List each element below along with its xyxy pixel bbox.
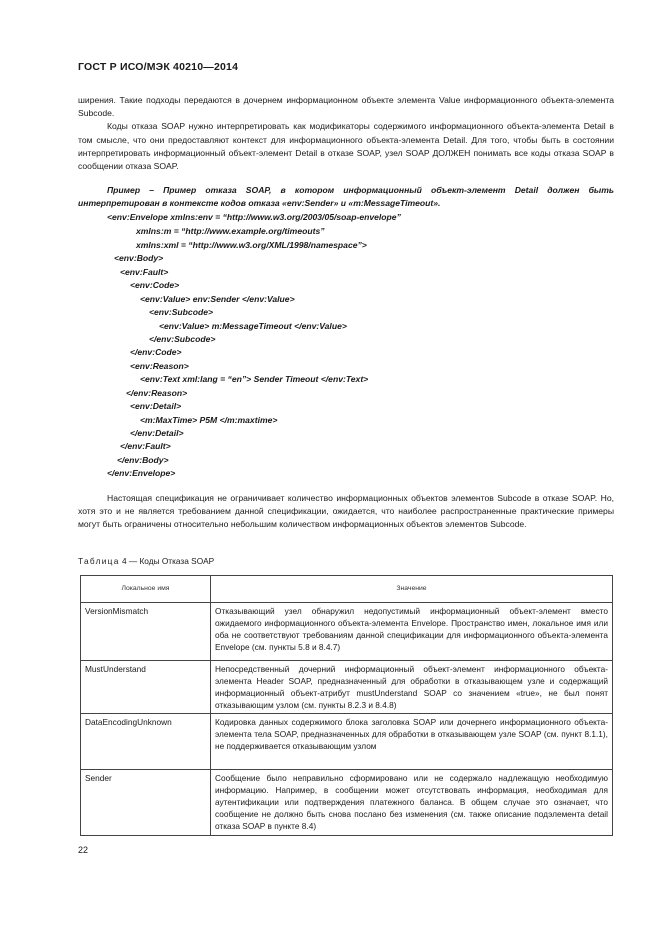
table-caption-label: Таблица <box>78 556 120 566</box>
table-row <box>81 770 613 836</box>
code-line: xmlns:m = “http://www.example.org/timeouts” <box>136 226 325 236</box>
table-row <box>81 603 613 661</box>
paragraph-subcode: Настоящая спецификация не ограничивает количество информационных объектов элементов Subcode в отказе SOAP. Но, хотя это и не является требованием данной спецификации, ожидается, что наиболее распространенные практические примеры могут быть ограничены относительно небольшим количеством информационных объектов элементов Subcode. <box>78 493 614 530</box>
cell-local-name: MustUnderstand <box>81 661 211 714</box>
table-row <box>81 714 613 770</box>
cell-meaning: Непосредственный дочерний информационный объект-элемент информационного объекта-элемента Header SOAP, предназначенный для обработки в отказывающем узле и содержащий информационный объект-атрибут mustUnderstand SOAP со значением «true», не был понят отказывающим узлом (см. пункты 8.2.3 и 8.4.8) <box>211 661 613 714</box>
code-line: <env:Detail> <box>130 401 182 411</box>
code-line: </env:Fault> <box>120 441 171 451</box>
example-intro: Пример – Пример отказа SOAP, в котором информационный объект-элемент Detail должен быть интерпретирован в контексте кодов отказа «env:Sender» и «m:MessageTimeout». <box>78 185 614 209</box>
code-line: <env:Reason> <box>130 361 189 371</box>
bottom-text-block <box>78 492 614 532</box>
table-row <box>81 661 613 714</box>
code-line: xmlns:xml = “http://www.w3.org/XML/1998/namespace”> <box>136 240 367 250</box>
code-line: </env:Subcode> <box>149 334 216 344</box>
cell-local-name: Sender <box>81 770 211 836</box>
cell-meaning: Кодировка данных содержимого блока заголовка SOAP или дочернего информационного объекта-элемента тела SOAP, предназначенных для обработки в отказывающем узле SOAP (см. пункт 8.1.1), не поддерживается отказывающим узлом <box>211 714 613 770</box>
code-line: <env:Value> env:Sender </env:Value> <box>140 294 295 304</box>
table-header-row <box>81 576 613 603</box>
code-line: </env:Reason> <box>126 388 188 398</box>
cell-local-name: VersionMismatch <box>81 603 211 661</box>
paragraph-fault-codes: Коды отказа SOAP нужно интерпретировать как модификаторы содержимого информационного объекта-элемента Detail в том смысле, что они предоставляют контекст для информационного объекта-элемента Detail. Для того, чтобы быть в состоянии интерпретировать информационный объект-элемент Detail в отказе SOAP, узел SOAP ДОЛЖЕН понимать все коды отказа SOAP в сообщении отказа SOAP. <box>78 121 614 172</box>
code-line: </env:Envelope> <box>107 468 176 478</box>
table-caption <box>78 556 214 566</box>
code-line: <env:Value> m:MessageTimeout </env:Value> <box>159 321 347 331</box>
cell-meaning: Отказывающий узел обнаружил недопустимый информационный объект-элемент вместо ожидаемого информационного объекта-элемента Envelope. Пространство имен, локальное имя или оба не соответствуют требованиям данной спецификации для информационного объекта-элемента Envelope (см. пункты 5.8 и 8.4.7) <box>211 603 613 661</box>
code-line: </env:Detail> <box>130 428 184 438</box>
code-line: </env:Code> <box>130 347 182 357</box>
page-number: 22 <box>78 845 89 855</box>
code-line: </env:Body> <box>117 455 169 465</box>
top-text-block <box>78 94 614 173</box>
code-line: <env:Body> <box>114 253 164 263</box>
cell-meaning: Сообщение было неправильно сформировано или не содержало надлежащую необходимую информацию. Например, в сообщении может отсутствовать информация, необходимая для аутентификации или подтверждения платежного баланса. В общем случае это означает, что сообщение не должно быть снова послано без изменения (см. также описание подэлемента detail отказа SOAP в пункте 8.4) <box>211 770 613 836</box>
column-header-local-name: Локальное имя <box>81 576 211 603</box>
code-line: <env:Fault> <box>120 267 169 277</box>
code-line: <env:Text xml:lang = “en”> Sender Timeout </env:Text> <box>140 374 369 384</box>
standard-header: ГОСТ Р ИСО/МЭК 40210—2014 <box>78 61 239 73</box>
code-line: <m:MaxTime> P5M </m:maxtime> <box>140 415 278 425</box>
code-line: <env:Code> <box>130 280 180 290</box>
paragraph-continuation: ширения. Такие подходы передаются в дочернем информационном объекте элемента Value информационного объекта-элемента Subcode. <box>78 95 614 119</box>
table-caption-title: 4 — Коды Отказа SOAP <box>121 556 215 566</box>
code-line: <env:Envelope xmlns:env = “http://www.w3.org/2003/05/soap-envelope” <box>107 212 401 222</box>
column-header-meaning: Значение <box>211 576 613 603</box>
code-line: <env:Subcode> <box>149 307 213 317</box>
fault-codes-table <box>80 575 613 836</box>
cell-local-name: DataEncodingUnknown <box>81 714 211 770</box>
